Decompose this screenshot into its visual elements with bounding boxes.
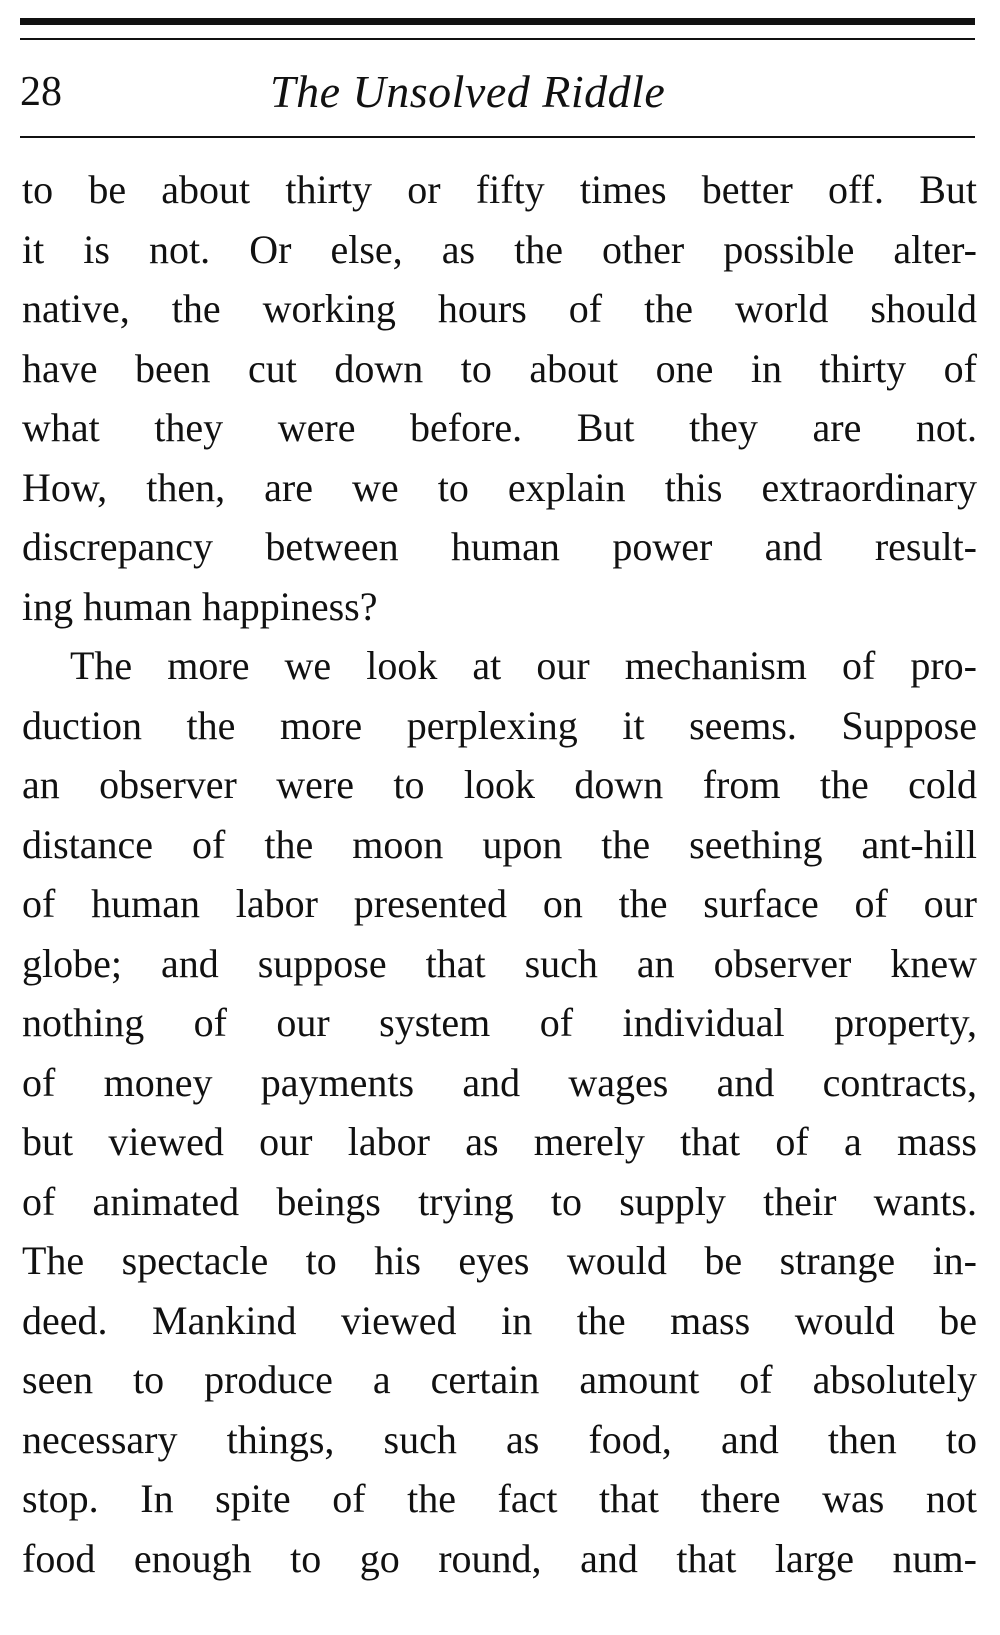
text-line: of money payments and wages and contracts, xyxy=(22,1059,977,1105)
text-line: have been cut down to about one in thirty of xyxy=(22,345,977,391)
running-title: The Unsolved Riddle xyxy=(270,66,666,117)
text-line: it is not. Or else, as the other possible alter- xyxy=(22,226,977,272)
text-line: of human labor presented on the surface of our xyxy=(22,881,977,926)
text-line: but viewed our labor as merely that of a mass xyxy=(22,1119,977,1164)
text-line: discrepancy between human power and result- xyxy=(22,524,977,569)
text-line: native, the working hours of the world should xyxy=(22,286,977,331)
text-line: The more we look at our mechanism of pro- xyxy=(70,643,977,688)
text-line: globe; and suppose that such an observer knew xyxy=(22,940,977,986)
text-line: an observer were to look down from the cold xyxy=(22,762,977,807)
text-line: stop. In spite of the fact that there was not xyxy=(22,1476,977,1521)
header-rule-thin xyxy=(20,38,975,40)
text-line: of animated beings trying to supply their wants. xyxy=(22,1178,977,1224)
text-line: to be about thirty or fifty times better off. But xyxy=(22,167,977,212)
text-line: food enough to go round, and that large num- xyxy=(22,1535,977,1581)
text-line: deed. Mankind viewed in the mass would be xyxy=(22,1297,977,1343)
text-line: nothing of our system of individual property, xyxy=(22,1000,977,1045)
text-line: ing human happiness? xyxy=(22,583,378,629)
header-rule-bottom xyxy=(20,136,975,138)
text-line: what they were before. But they are not. xyxy=(22,405,977,450)
text-line: The spectacle to his eyes would be strange in- xyxy=(22,1238,977,1283)
page-number: 28 xyxy=(20,69,62,115)
text-line: necessary things, such as food, and then to xyxy=(22,1416,977,1462)
text-line: duction the more perplexing it seems. Suppose xyxy=(22,702,977,748)
text-line: How, then, are we to explain this extraordinary xyxy=(22,464,977,510)
text-line: seen to produce a certain amount of absolutely xyxy=(22,1357,977,1402)
header-rule-thick xyxy=(20,18,975,25)
body-text xyxy=(22,160,977,1588)
text-line: distance of the moon upon the seething ant-hill xyxy=(22,821,977,867)
running-header xyxy=(20,62,975,122)
